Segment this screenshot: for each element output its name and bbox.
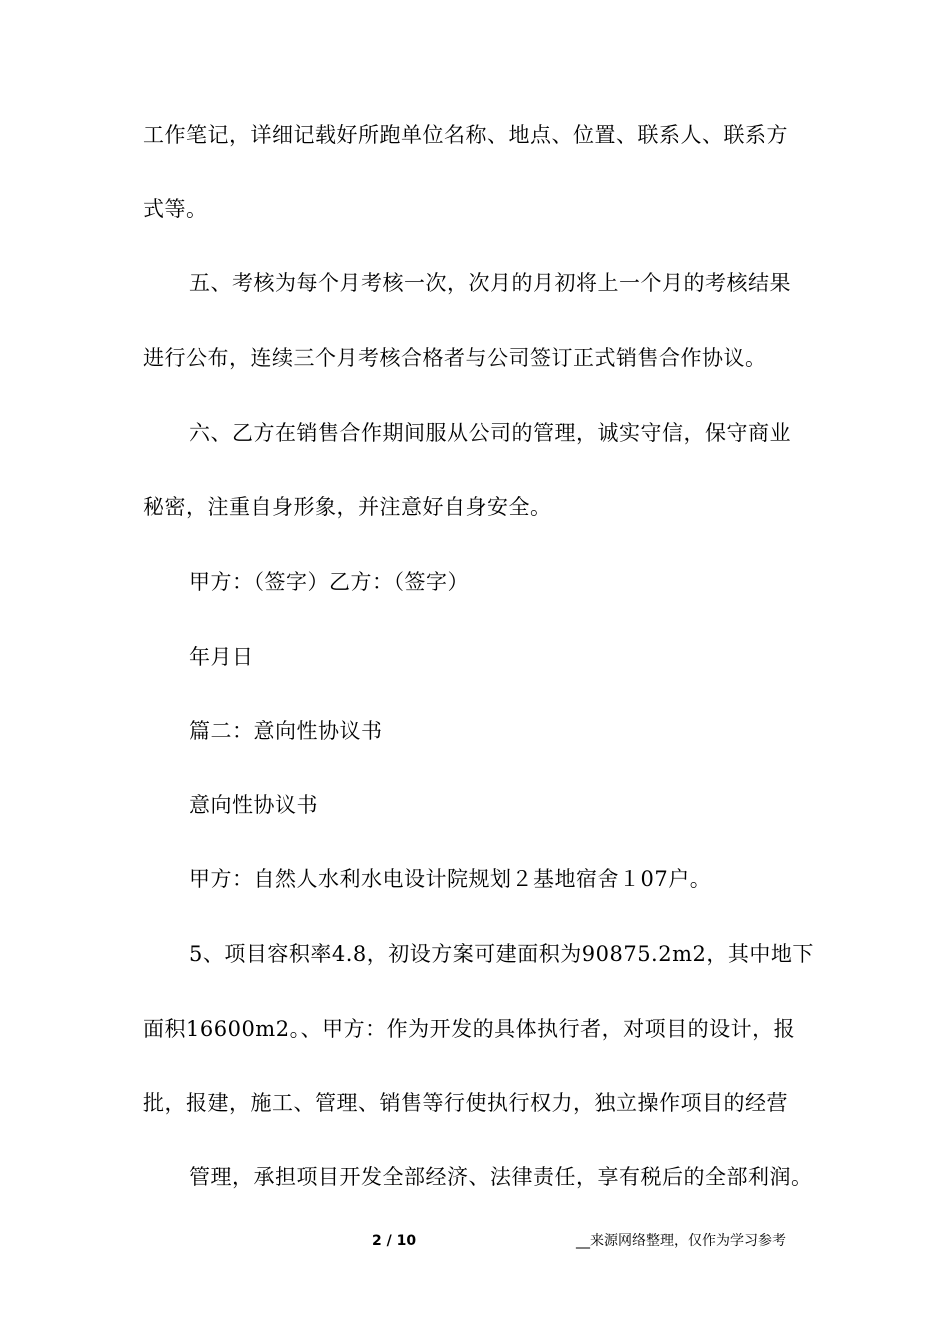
body-line: 5、项目容积率4.8，初设方案可建面积为90875.2m2，其中地下 [189, 942, 814, 966]
footer-source-note: __来源网络整理，仅作为学习参考 [576, 1233, 786, 1249]
body-line: 面积16600m2。、甲方：作为开发的具体执行者，对项目的设计，报 [143, 1017, 796, 1041]
body-line: 批，报建，施工、管理、销售等行使执行权力，独立操作项目的经营 [143, 1091, 788, 1115]
body-line: 六、乙方在销售合作期间服从公司的管理，诚实守信，保守商业 [189, 421, 791, 445]
document-title: 意向性协议书 [189, 793, 318, 817]
body-line: 甲方：自然人水利水电设计院规划２基地宿舍１07户。 [189, 867, 712, 891]
body-line: 进行公布，连续三个月考核合格者与公司签订正式销售合作协议。 [143, 346, 767, 370]
body-line: 秘密，注重自身形象，并注意好自身安全。 [143, 495, 552, 519]
body-line: 年月日 [189, 645, 254, 669]
body-line: 五、考核为每个月考核一次，次月的月初将上一个月的考核结果 [189, 271, 791, 295]
page-number: 2 / 10 [372, 1233, 417, 1249]
section-heading: 篇二：意向性协议书 [189, 719, 383, 743]
body-line: 工作笔记，详细记载好所跑单位名称、地点、位置、联系人、联系方 [143, 123, 788, 147]
body-line: 式等。 [143, 197, 208, 221]
body-line: 管理，承担项目开发全部经济、法律责任，享有税后的全部利润。 [189, 1165, 813, 1189]
body-line: 甲方：（签字）乙方：（签字） [189, 570, 469, 594]
